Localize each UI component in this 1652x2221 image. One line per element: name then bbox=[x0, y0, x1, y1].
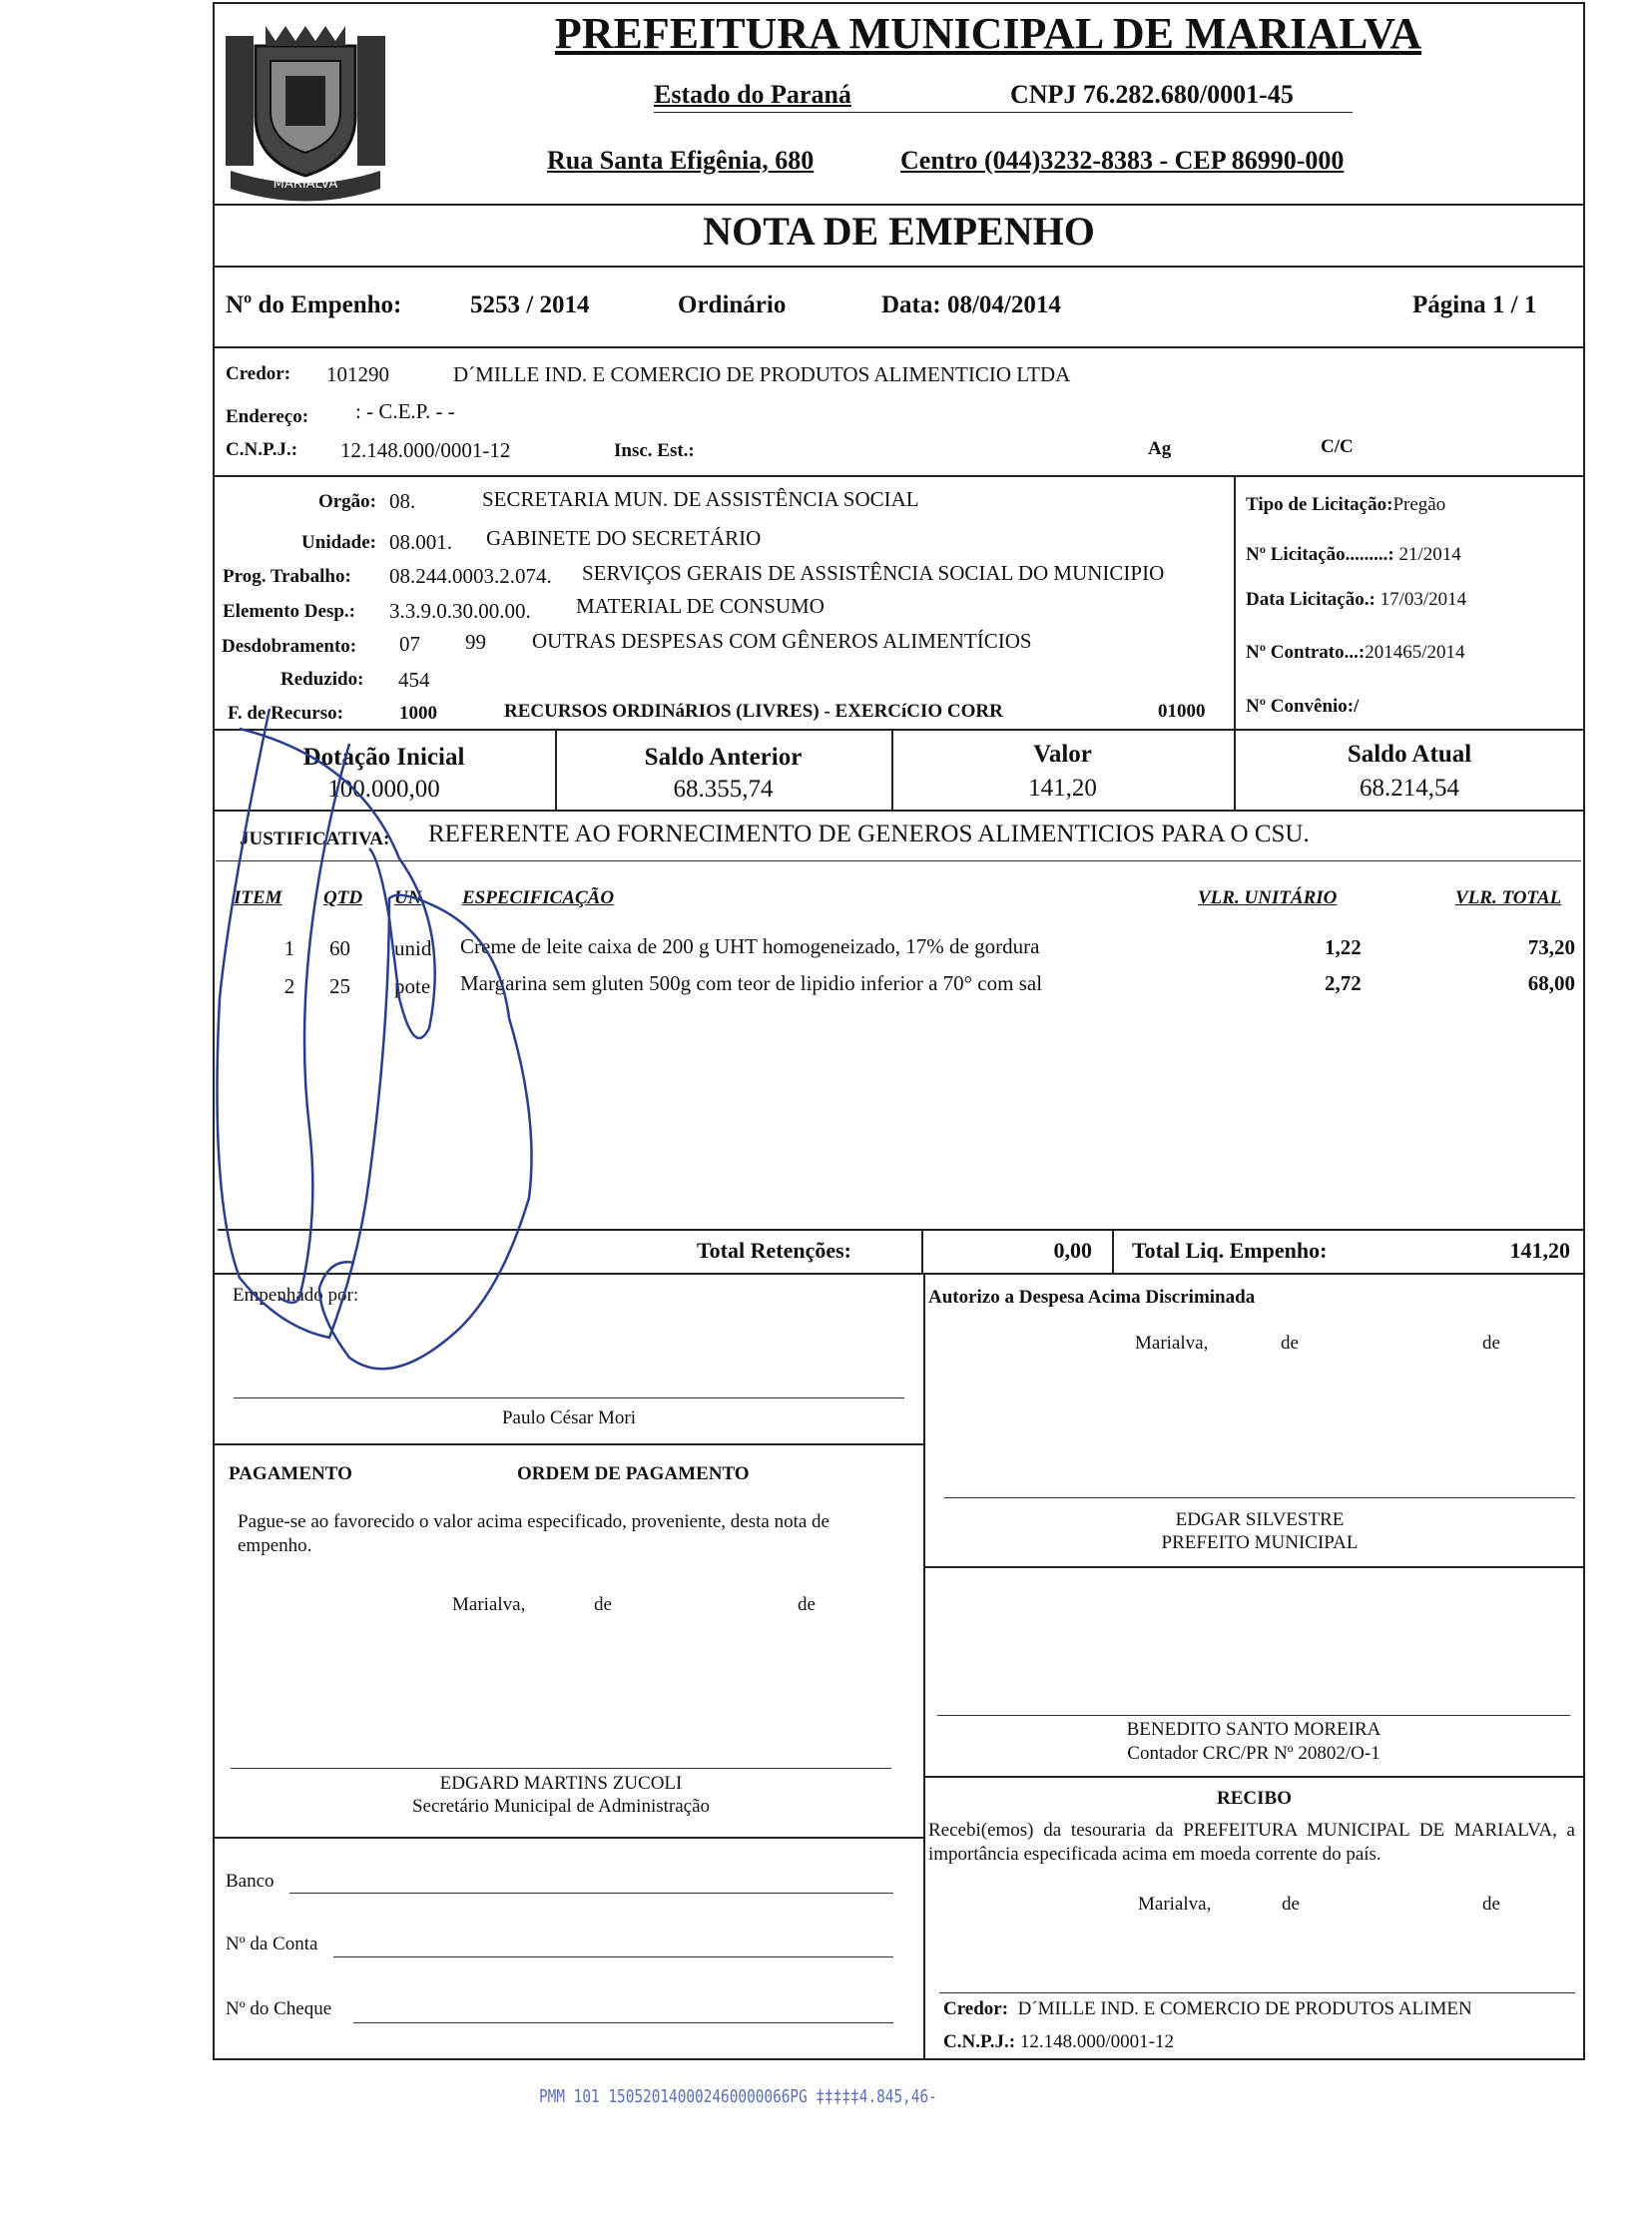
recibo-de-2: de bbox=[1482, 1894, 1500, 1915]
handwritten-signature bbox=[200, 699, 659, 1417]
empenho-number: 5253 / 2014 bbox=[470, 291, 590, 318]
state-label: Estado do Paraná bbox=[654, 80, 851, 109]
municipal-seal bbox=[216, 6, 395, 206]
empenhado-por-label: Empenhado por: bbox=[233, 1285, 359, 1306]
divider bbox=[213, 1443, 923, 1445]
autorizo-de-2: de bbox=[1482, 1333, 1500, 1354]
pagamento-label: PAGAMENTO bbox=[229, 1463, 352, 1484]
autorizo-place: Marialva, bbox=[1135, 1333, 1209, 1354]
reduzido-value: 454 bbox=[398, 668, 430, 692]
credor-code: 101290 bbox=[326, 362, 389, 386]
secretario-name: EDGARD MARTINS ZUCOLI bbox=[439, 1773, 683, 1794]
footer-stamp: PMM 101 150520140002460000066PG ‡‡‡‡‡4.845,46- bbox=[539, 2086, 937, 2107]
address-street: Rua Santa Efigênia, 680 bbox=[547, 146, 815, 175]
item-number: 2 bbox=[283, 974, 295, 998]
item-number: 1 bbox=[283, 936, 295, 960]
prog-trabalho-label: Prog. Trabalho: bbox=[223, 566, 351, 587]
page-indicator: Página 1 / 1 bbox=[1412, 291, 1537, 318]
contador-name: BENEDITO SANTO MOREIRA bbox=[1126, 1719, 1381, 1740]
autorizo-label: Autorizo a Despesa Acima Discriminada bbox=[928, 1287, 1256, 1308]
valor-label: Valor bbox=[1033, 741, 1092, 768]
conta-corrente-label: C/C bbox=[1321, 436, 1354, 457]
unidade-label: Unidade: bbox=[301, 532, 376, 553]
state-underline bbox=[654, 112, 1353, 113]
banco-label: Banco bbox=[226, 1871, 275, 1892]
empenho-number-label: Nº do Empenho: bbox=[226, 291, 402, 318]
total-liquido-label: Total Liq. Empenho: bbox=[1132, 1238, 1328, 1263]
saldo-anterior-label: Saldo Anterior bbox=[644, 744, 803, 771]
reduzido-label: Reduzido: bbox=[280, 669, 364, 690]
elemento-desc: MATERIAL DE CONSUMO bbox=[576, 594, 825, 618]
total-liquido-value: 141,20 bbox=[1509, 1238, 1570, 1263]
orgao-value: 08. bbox=[389, 489, 416, 513]
unidade-desc: GABINETE DO SECRETÁRIO bbox=[486, 526, 762, 550]
pagamento-text: Pague-se ao favorecido o valor acima especificado, proveniente, desta nota de empenho. bbox=[238, 1511, 829, 1556]
address-rest: Centro (044)3232-8383 - CEP 86990-000 bbox=[900, 146, 1345, 175]
recibo-text: Recebi(emos) da tesouraria da PREFEITURA MUNICIPAL DE MARIALVA, a importância especificada acima em moeda corrente do país. bbox=[928, 1820, 1575, 1865]
agencia-label: Ag bbox=[1148, 438, 1172, 459]
credor-label: Credor: bbox=[226, 363, 291, 384]
empenhado-por-name: Paulo César Mori bbox=[501, 1407, 637, 1428]
divider bbox=[213, 204, 1585, 206]
prog-trabalho-value: 08.244.0003.2.074. bbox=[389, 564, 552, 588]
col-header-especificacao: ESPECIFICAÇÃO bbox=[462, 887, 615, 908]
desdobramento-label: Desdobramento: bbox=[222, 636, 357, 657]
svg-text:MARIALVA: MARIALVA bbox=[273, 177, 338, 192]
item-qtd: 60 bbox=[329, 936, 350, 960]
divider bbox=[213, 1837, 923, 1839]
ordem-pagamento-label: ORDEM DE PAGAMENTO bbox=[517, 1463, 750, 1484]
endereco-label: Endereço: bbox=[226, 406, 309, 427]
item-vlr-total: 73,20 bbox=[1527, 935, 1575, 959]
signature-line bbox=[944, 1497, 1575, 1498]
col-header-un: UN bbox=[394, 887, 422, 908]
item-qtd: 25 bbox=[329, 974, 350, 998]
divider bbox=[923, 1776, 1585, 1778]
secretario-title: Secretário Municipal de Administração bbox=[411, 1796, 711, 1817]
recibo-credor: Credor: D´MILLE IND. E COMERCIO DE PRODUTOS ALIMEN bbox=[943, 1998, 1472, 2019]
credor-name: D´MILLE IND. E COMERCIO DE PRODUTOS ALIMENTICIO LTDA bbox=[453, 362, 1071, 386]
cnpj-label: CNPJ 76.282.680/0001-45 bbox=[1010, 80, 1294, 109]
recibo-place: Marialva, bbox=[1138, 1894, 1212, 1915]
retencoes-label: Total Retenções: bbox=[697, 1238, 851, 1263]
cheque-field-line[interactable] bbox=[353, 2022, 893, 2023]
recurso-label: F. de Recurso: bbox=[228, 703, 343, 724]
prefeito-name: EDGAR SILVESTRE bbox=[1175, 1509, 1345, 1530]
recibo-cnpj: C.N.P.J.: 12.148.000/0001-12 bbox=[943, 2031, 1174, 2052]
licitacao-data: Data Licitação.: 17/03/2014 bbox=[1246, 589, 1467, 610]
page-title: PREFEITURA MUNICIPAL DE MARIALVA bbox=[554, 9, 1422, 58]
document-title: NOTA DE EMPENHO bbox=[703, 209, 1095, 254]
empenho-date: Data: 08/04/2014 bbox=[881, 291, 1061, 318]
divider bbox=[923, 1566, 1585, 1568]
licitacao-tipo: Tipo de Licitação:Pregão bbox=[1246, 494, 1446, 515]
elemento-value: 3.3.9.0.30.00.00. bbox=[389, 599, 531, 623]
orgao-desc: SECRETARIA MUN. DE ASSISTÊNCIA SOCIAL bbox=[482, 487, 919, 511]
prefeito-title: PREFEITO MUNICIPAL bbox=[1161, 1532, 1359, 1553]
divider bbox=[213, 346, 1585, 348]
empenho-type: Ordinário bbox=[678, 291, 787, 318]
cnpj-credor-value: 12.148.000/0001-12 bbox=[340, 438, 511, 462]
desdobramento-value-2: 99 bbox=[465, 630, 486, 654]
saldo-atual-label: Saldo Atual bbox=[1347, 741, 1472, 768]
item-vlr-unitario: 1,22 bbox=[1325, 935, 1362, 959]
cheque-label: Nº do Cheque bbox=[226, 1998, 332, 2019]
contrato-numero: Nº Contrato...:201465/2014 bbox=[1246, 642, 1465, 663]
item-un: pote bbox=[394, 974, 431, 998]
item-vlr-unitario: 2,72 bbox=[1325, 971, 1362, 995]
recibo-label: RECIBO bbox=[1217, 1788, 1292, 1809]
elemento-label: Elemento Desp.: bbox=[223, 601, 355, 622]
divider bbox=[1234, 475, 1236, 729]
retencoes-value: 0,00 bbox=[1053, 1238, 1092, 1263]
divider bbox=[921, 1229, 923, 1273]
col-header-qtd: QTD bbox=[323, 887, 363, 908]
pagamento-de-1: de bbox=[594, 1594, 612, 1615]
conta-label: Nº da Conta bbox=[226, 1934, 318, 1954]
divider bbox=[923, 1273, 925, 2060]
col-header-item: ITEM bbox=[234, 887, 282, 908]
signature-line bbox=[939, 1992, 1575, 1993]
insc-est-label: Insc. Est.: bbox=[614, 440, 695, 461]
contador-title: Contador CRC/PR Nº 20802/O-1 bbox=[1127, 1743, 1380, 1764]
banco-field-line[interactable] bbox=[289, 1893, 893, 1894]
divider bbox=[1112, 1229, 1114, 1273]
pagamento-de-2: de bbox=[798, 1594, 816, 1615]
pagamento-place: Marialva, bbox=[452, 1594, 526, 1615]
justificativa-text: REFERENTE AO FORNECIMENTO DE GENEROS ALIMENTICIOS PARA O CSU. bbox=[428, 821, 1310, 847]
licitacao-numero: Nº Licitação.........: 21/2014 bbox=[1246, 544, 1461, 565]
saldo-anterior-value: 68.355,74 bbox=[673, 776, 774, 803]
valor-value: 141,20 bbox=[1028, 775, 1097, 802]
recibo-de-1: de bbox=[1282, 1894, 1300, 1915]
endereco-value: : - C.E.P. - - bbox=[355, 399, 455, 423]
divider bbox=[213, 266, 1585, 268]
col-header-vlr-unitario: VLR. UNITÁRIO bbox=[1198, 887, 1338, 908]
justificativa-label: JUSTIFICATIVA: bbox=[240, 829, 390, 849]
prog-trabalho-desc: SERVIÇOS GERAIS DE ASSISTÊNCIA SOCIAL DO MUNICIPIO bbox=[582, 561, 1165, 585]
signature-line bbox=[937, 1715, 1570, 1716]
item-vlr-total: 68,00 bbox=[1527, 971, 1575, 995]
convenio-label: Nº Convênio:/ bbox=[1246, 696, 1360, 717]
signature-line bbox=[231, 1768, 891, 1769]
item-especificacao: Margarina sem gluten 500g com teor de lipidio inferior a 70° com sal bbox=[460, 971, 1043, 995]
col-header-vlr-total: VLR. TOTAL bbox=[1455, 887, 1562, 908]
unidade-value: 08.001. bbox=[389, 530, 452, 554]
recurso-code: 01000 bbox=[1158, 701, 1206, 722]
desdobramento-value-1: 07 bbox=[399, 632, 420, 656]
dotacao-value: 100.000,00 bbox=[327, 776, 440, 803]
conta-field-line[interactable] bbox=[333, 1956, 893, 1957]
orgao-label: Orgão: bbox=[317, 491, 376, 512]
desdobramento-desc: OUTRAS DESPESAS COM GÊNEROS ALIMENTÍCIOS bbox=[532, 629, 1032, 653]
recurso-desc: RECURSOS ORDINáRIOS (LIVRES) - EXERCíCIO CORR bbox=[504, 701, 1003, 722]
dotacao-label: Dotação Inicial bbox=[302, 744, 465, 771]
divider bbox=[213, 475, 1585, 477]
saldo-atual-value: 68.214,54 bbox=[1360, 775, 1459, 802]
autorizo-de-1: de bbox=[1281, 1333, 1299, 1354]
recurso-value: 1000 bbox=[399, 703, 437, 724]
item-especificacao: Creme de leite caixa de 200 g UHT homogeneizado, 17% de gordura bbox=[460, 934, 1040, 958]
item-un: unid bbox=[394, 936, 432, 960]
cnpj-credor-label: C.N.P.J.: bbox=[226, 439, 298, 460]
